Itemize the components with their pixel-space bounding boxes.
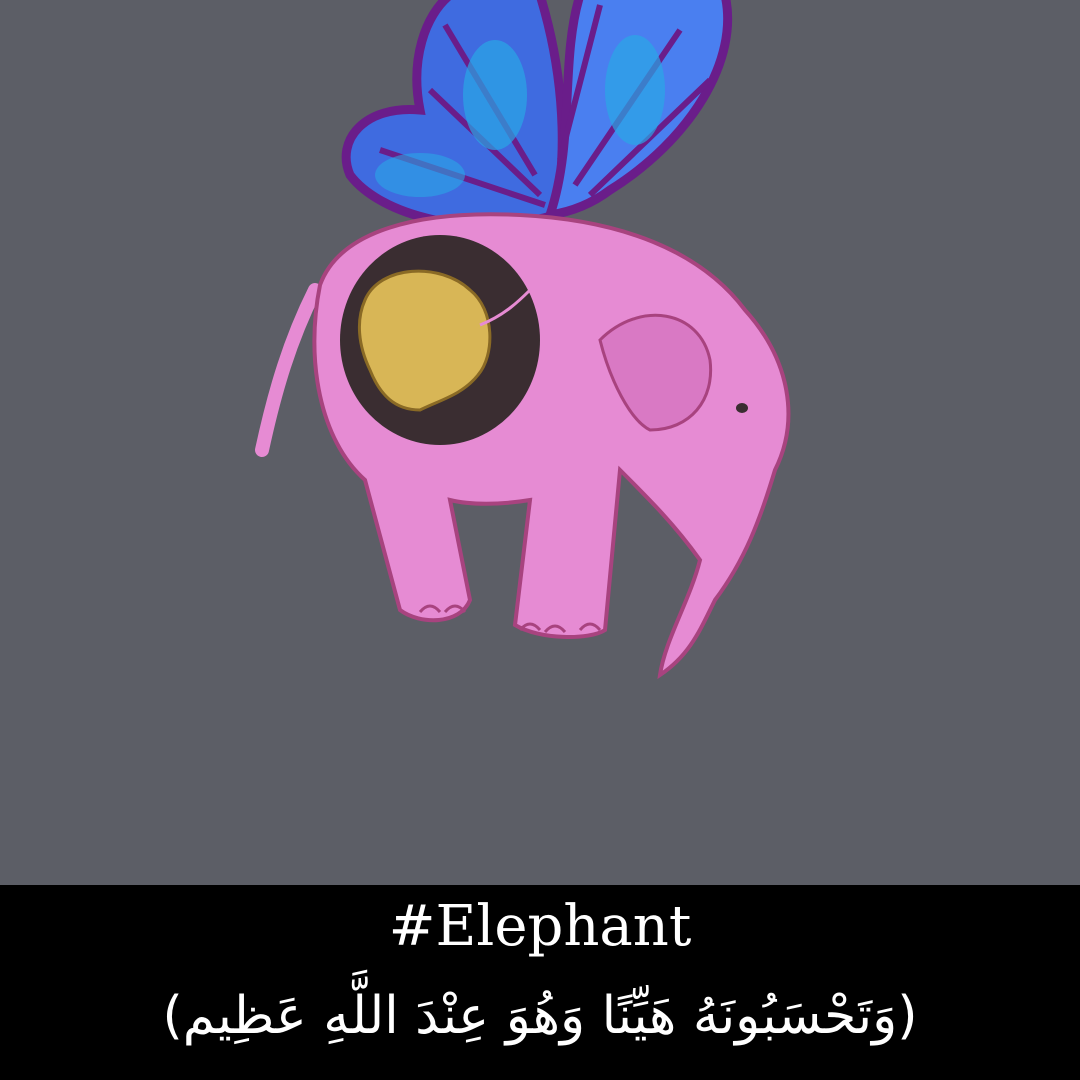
elephant-tail — [262, 290, 315, 450]
arabic-verse-caption: (وَتَحْسَبُونَهُ هَيِّنًا وَهُوَ عِنْدَ اللَّهِ عَظِيم) — [162, 986, 918, 1046]
elephant — [262, 214, 788, 675]
butterfly-wings — [346, 0, 728, 225]
hashtag-caption: #Elephant — [388, 894, 692, 959]
